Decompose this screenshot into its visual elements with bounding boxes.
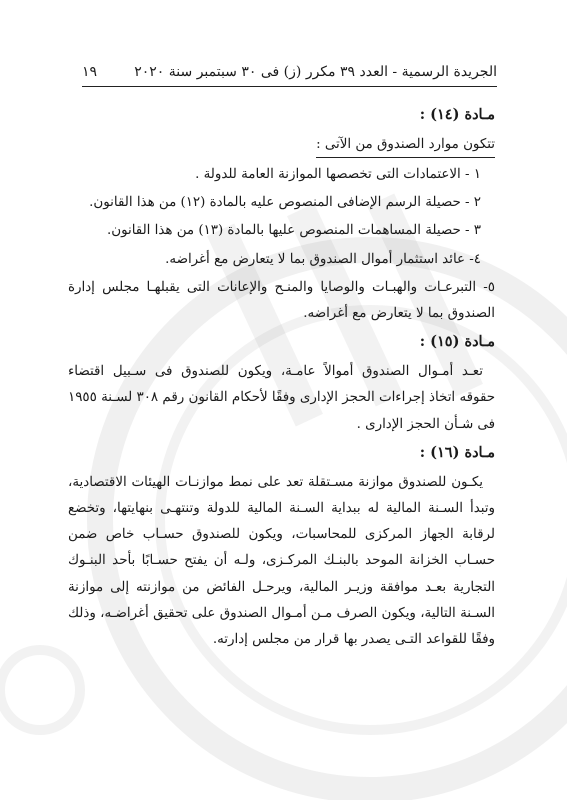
article-16-text: يكـون للصندوق موازنة مسـتقلة تعد على نمط موازنـات الهيئات الاقتصادية، وتبدأ السـنة المالية له ببداية السـنة المالية للدولة وتنتهـى بنهايتها، وتخضع لرقابة الجهاز المركزى للمحاسبات، ويكون للصندوق حسـاب خاص ضمن حسـاب الخزانة الموحد بالبنـك المركـزى، ولـه أن يفتح حسـابًا بأحد البنـوك التجارية بعـد موافقة وزيـر المالية، ويرحـل الفائض من موازنته إلى موازنة السـنة التالية، ويكون الصرف مـن أمـوال الصندوق على تحقيق أغراضـه، وذلك وفقًا للقواعد التـى يصدر بها قرار من مجلس إدارته.: [68, 474, 495, 648]
article-14-heading: مـادة (١٤) :: [419, 106, 495, 123]
list-item: ١ - الاعتمادات التى تخصصها الموازنة العامة للدولة .: [195, 167, 481, 182]
page-number: ١٩: [82, 64, 98, 80]
list-item: ٤- عائد استثمار أموال الصندوق بما لا يتعارض مع أغراضه.: [165, 251, 481, 267]
header-title: الجريدة الرسمية - العدد ٣٩ مكرر (ز) فى ٣٠ سبتمبر سنة ٢٠٢٠: [134, 64, 497, 80]
list-item: ٢ - حصيلة الرسم الإضافى المنصوص عليه بالمادة (١٢) من هذا القانون.: [89, 195, 481, 211]
document-body: [68, 100, 495, 655]
article-16-heading: مـادة (١٦) :: [419, 443, 495, 461]
article-15-heading: مـادة (١٥) :: [419, 333, 495, 351]
page-header: [82, 64, 497, 87]
article-14-intro-wrap: [68, 132, 495, 162]
list-item: ٥- التبرعـات والهبـات والوصايا والمنـح والإعانات التى يقبلهـا مجلس إدارة الصندوق بما لا يتعارض مع أغراضه.: [68, 279, 495, 322]
article-15-text: تعـد أمـوال الصندوق أموالاً عامـة، ويكون للصندوق فى سـبيل اقتضاء حقوقه اتخاذ إجراءات الحجز الإدارى وفقًا لأحكام القانون رقم ٣٠٨ لسـنة ١٩٥٥ فى شـأن الحجز الإدارى .: [68, 364, 495, 432]
list-item: ٣ - حصيلة المساهمات المنصوص عليها بالمادة (١٣) من هذا القانون.: [106, 223, 481, 239]
article-14-intro: تتكون موارد الصندوق من الآتى :: [316, 133, 495, 158]
